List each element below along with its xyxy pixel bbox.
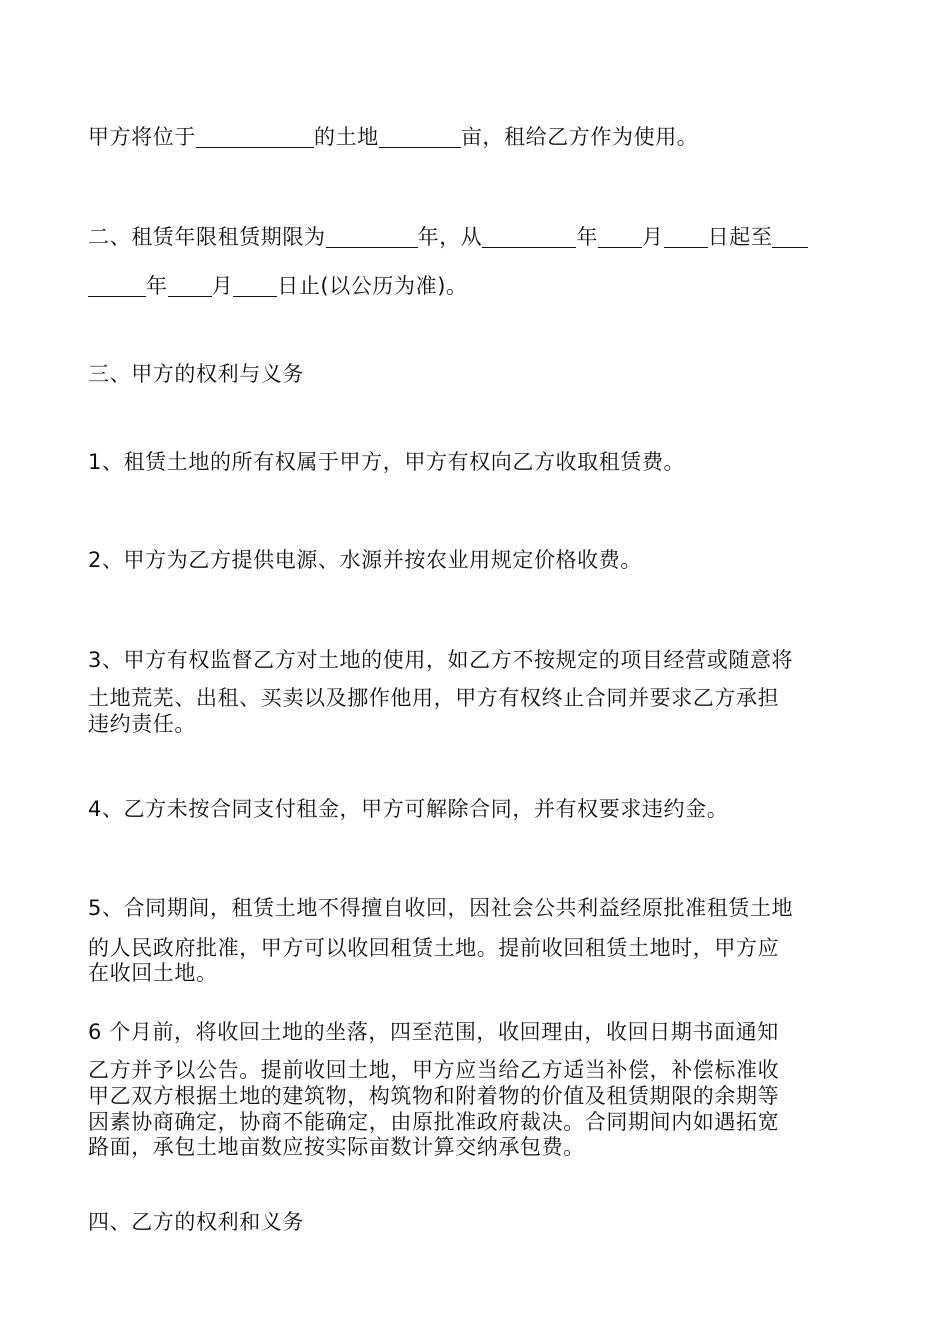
clause-item-4: 4、乙方未按合同支付租金，甲方可解除合同，并有权要求违约金。 — [88, 797, 729, 821]
fill-blank-years[interactable] — [326, 227, 418, 248]
text-segment: 日止(以公历为准)。 — [277, 274, 468, 298]
clause-item-5-line3: 在收回土地。 — [88, 961, 218, 985]
clause-lease-term-line1 — [88, 224, 878, 250]
text-segment: 年 — [146, 274, 168, 298]
text-segment: 日起至 — [707, 225, 773, 249]
text-segment: 甲方将位于 — [88, 125, 196, 149]
text-segment: 的土地 — [314, 125, 379, 149]
fill-blank-start-year[interactable] — [482, 227, 576, 248]
text-segment: 亩，租给乙方作为使用。 — [460, 125, 699, 149]
text-segment: 月 — [211, 274, 234, 298]
clause-item-6-line5: 路面，承包土地亩数应按实际亩数计算交纳承包费。 — [88, 1135, 585, 1159]
fill-blank-end-month[interactable] — [168, 276, 212, 297]
clause-item-6-line3: 甲乙双方根据土地的建筑物，构筑物和附着物的价值及租赁期限的余期等 — [88, 1084, 780, 1108]
clause-item-5-line2: 的人民政府批准，甲方可以收回租赁土地。提前收回租赁土地时，甲方应 — [88, 936, 780, 960]
text-segment: 年，从 — [417, 225, 483, 249]
section-heading-2: 二、租赁年限租赁期限为 — [88, 225, 326, 249]
clause-item-2: 2、甲方为乙方提供电源、水源并按农业用规定价格收费。 — [88, 548, 642, 572]
fill-blank-area[interactable] — [379, 127, 461, 148]
fill-blank-location[interactable] — [196, 127, 314, 148]
fill-blank-end-day[interactable] — [233, 276, 277, 297]
text-segment: 年 — [576, 225, 599, 249]
fill-blank-end-year-part2[interactable] — [88, 276, 146, 297]
clause-item-5-line1: 5、合同期间，租赁土地不得擅自收回，因社会公共利益经原批准租赁土地 — [88, 896, 794, 920]
fill-blank-end-year-part1[interactable] — [772, 227, 808, 248]
section-heading-4: 四、乙方的权利和义务 — [88, 1210, 304, 1234]
clause-item-6-line1: 6 个月前，将收回土地的坐落，四至范围，收回理由，收回日期书面通知 — [88, 1020, 779, 1044]
clause-item-3-line2: 土地荒芜、出租、买卖以及挪作他用，甲方有权终止合同并要求乙方承担 — [88, 686, 780, 710]
fill-blank-start-month[interactable] — [598, 227, 642, 248]
text-segment: 月 — [642, 225, 664, 249]
clause-item-6-line2: 乙方并予以公告。提前收回土地，甲方应当给乙方适当补偿，补偿标准收 — [88, 1058, 780, 1082]
fill-blank-start-day[interactable] — [664, 227, 708, 248]
section-heading-3: 三、甲方的权利与义务 — [88, 362, 304, 386]
clause-item-1: 1、租赁土地的所有权属于甲方，甲方有权向乙方收取租赁费。 — [88, 450, 686, 474]
clause-land-location — [88, 124, 878, 150]
clause-item-3-line1: 3、甲方有权监督乙方对土地的使用，如乙方不按规定的项目经营或随意将 — [88, 648, 794, 672]
clause-item-3-line3: 违约责任。 — [88, 712, 196, 736]
clause-lease-term-line2 — [88, 273, 878, 299]
clause-item-6-line4: 因素协商确定，协商不能确定，由原批准政府裁决。合同期间内如遇拓宽 — [88, 1110, 780, 1134]
